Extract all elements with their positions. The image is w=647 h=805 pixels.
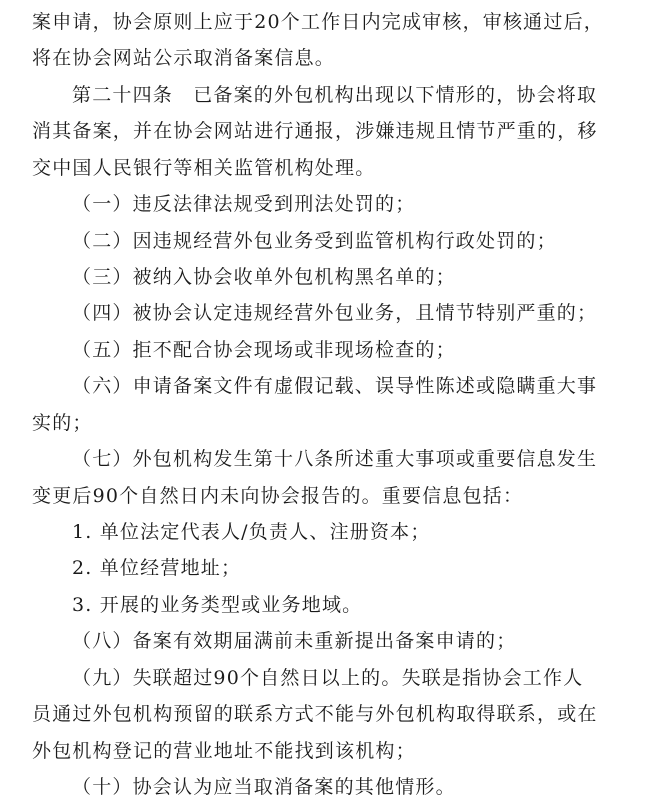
sub-list-item: 2. 单位经营地址；	[72, 557, 242, 579]
list-item: （三）被纳入协会收单外包机构黑名单的；	[72, 266, 456, 288]
sub-list-item: 3. 开展的业务类型或业务地域。	[72, 594, 363, 616]
text-line: 变更后90个自然日内未向协会报告的。重要信息包括：	[32, 485, 524, 507]
list-item: （六）申请备案文件有虚假记载、误导性陈述或隐瞒重大事	[72, 375, 598, 397]
text-line: 消其备案，并在协会网站进行通报，涉嫌违规且情节严重的，移	[32, 120, 598, 142]
list-item: （二）因违规经营外包业务受到监管机构行政处罚的；	[72, 230, 557, 252]
sub-list-item: 1. 单位法定代表人/负责人、注册资本；	[72, 521, 431, 543]
list-item: （十）协会认为应当取消备案的其他情形。	[72, 776, 456, 798]
list-item: （八）备案有效期届满前未重新提出备案申请的；	[72, 630, 517, 652]
article-heading-line: 第二十四条 已备案的外包机构出现以下情形的，协会将取	[72, 84, 598, 106]
list-item: （一）违反法律法规受到刑法处罚的；	[72, 193, 416, 215]
list-item: （七）外包机构发生第十八条所述重大事项或重要信息发生	[72, 448, 598, 470]
text-line: 实的；	[32, 412, 93, 434]
list-item: （五）拒不配合协会现场或非现场检查的；	[72, 339, 456, 361]
list-item: （四）被协会认定违规经营外包业务，且情节特别严重的；	[72, 302, 598, 324]
text-line: 员通过外包机构预留的联系方式不能与外包机构取得联系，或在	[32, 703, 598, 725]
text-line: 外包机构登记的营业地址不能找到该机构；	[32, 740, 416, 762]
text-line: 案申请，协会原则上应于20个工作日内完成审核，审核通过后，	[32, 11, 604, 33]
text-line: 交中国人民银行等相关监管机构处理。	[32, 157, 376, 179]
text-line: 将在协会网站公示取消备案信息。	[32, 47, 336, 69]
list-item: （九）失联超过90个自然日以上的。失联是指协会工作人	[72, 667, 584, 689]
